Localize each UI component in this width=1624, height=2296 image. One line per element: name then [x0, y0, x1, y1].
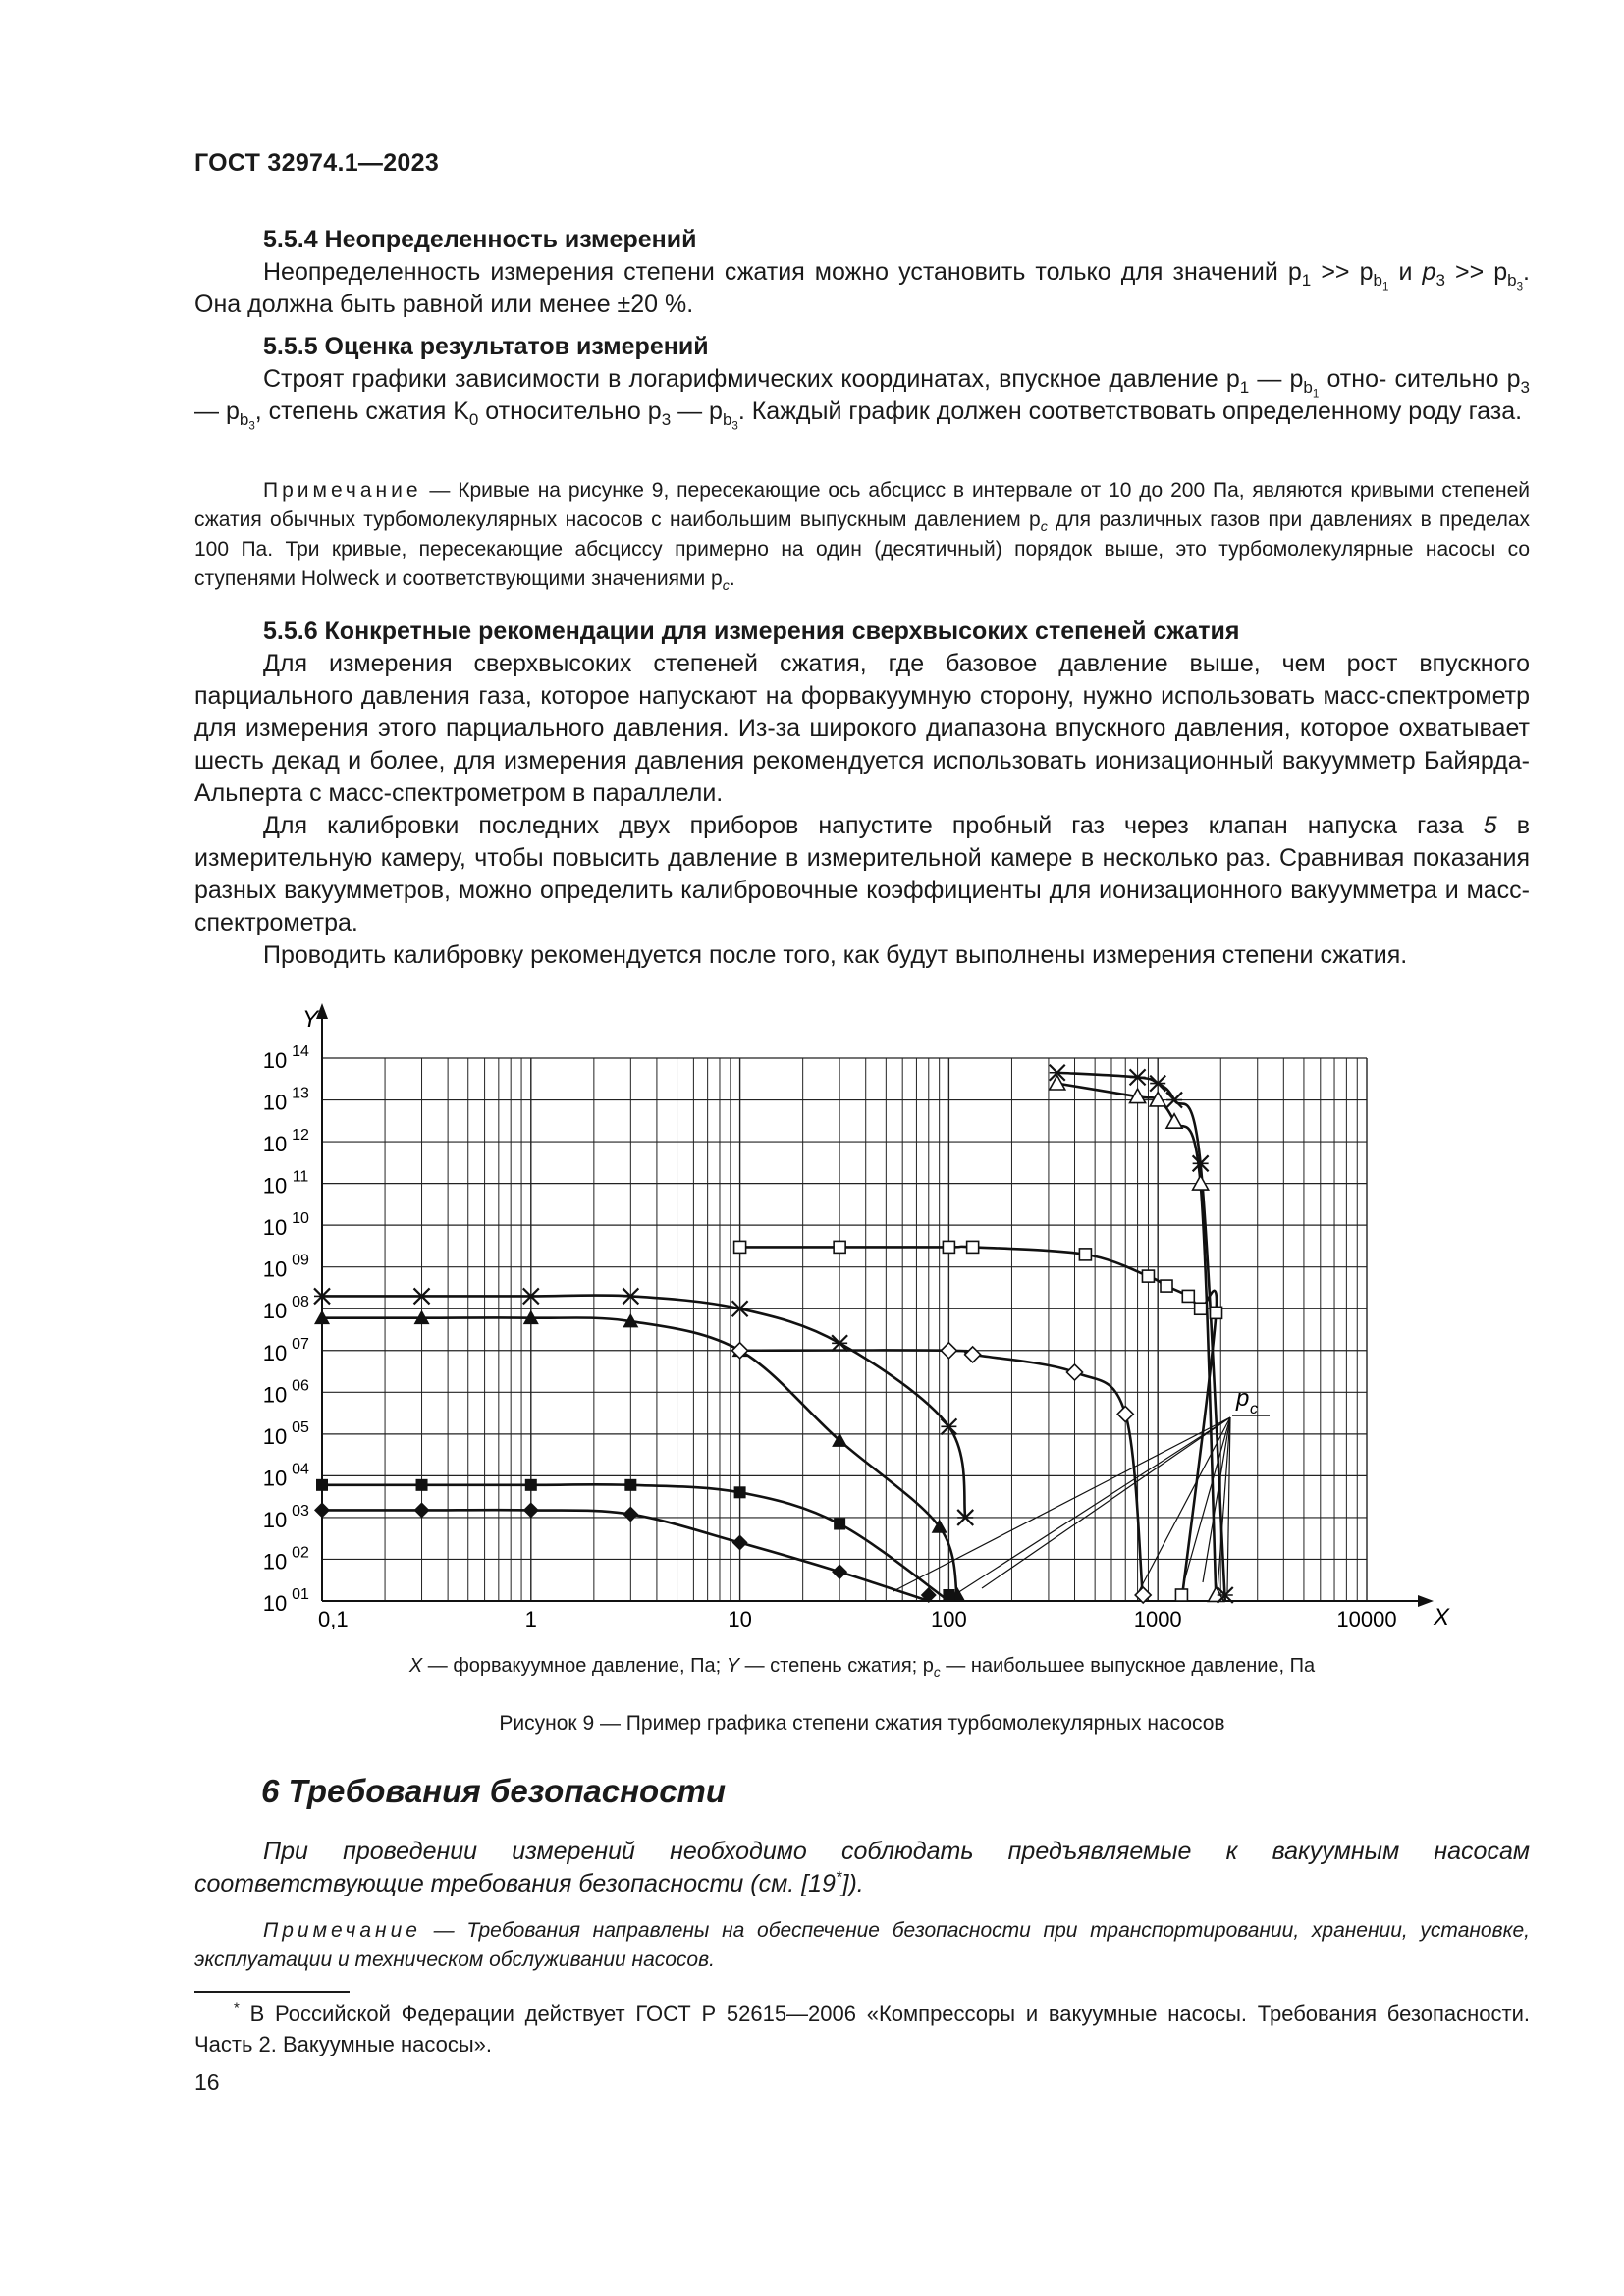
- chart-curves: [322, 1073, 1225, 1601]
- data-point: [834, 1519, 845, 1530]
- y-tick-exponent: 14: [292, 1043, 309, 1060]
- section-6-note: Примечание — Требования направлены на обеспечение безопасности при транспортировании, хранении, установке, эксплуатации и техническом обслуживании насосов.: [194, 1919, 1530, 1971]
- data-point: [525, 1479, 537, 1491]
- x-tick-label: 0,1: [318, 1607, 349, 1631]
- section-5-5-5-title: 5.5.5 Оценка результатов измерений: [263, 333, 709, 360]
- data-point: [941, 1343, 956, 1359]
- chart-axes: [316, 1003, 1434, 1607]
- note-1: Примечание — Кривые на рисунке 9, пересекающие ось абсцисс в интервале от 10 до 200 Па, являются кривыми степеней сжатия обычных турбомолекулярных насосов с наибольшим выпускным давлением $p_c$ для различных газов при давлениях в пределах 100 Па. Три кривые, пересекающие абсциссу примерно на один (десятичный) порядок выше, это турбомолекулярные насосы со ступенями Holweck и соответствующими значениями $p_c$.: [194, 479, 1530, 595]
- data-point: [416, 1479, 428, 1491]
- y-tick-label: 10: [262, 1090, 288, 1115]
- y-tick-label: 10: [262, 1507, 288, 1532]
- data-point: [316, 1479, 328, 1491]
- series-line-square_filled: [322, 1484, 948, 1601]
- data-point: [965, 1347, 981, 1362]
- x-tick-label: 1000: [1133, 1607, 1182, 1631]
- y-tick-label: 10: [262, 1466, 288, 1491]
- data-point: [734, 1241, 746, 1253]
- x-tick-label: 100: [931, 1607, 967, 1631]
- y-tick-exponent: 04: [292, 1461, 309, 1478]
- data-point: [732, 1535, 748, 1551]
- data-point: [943, 1589, 954, 1601]
- y-tick-label: 10: [262, 1423, 288, 1449]
- data-point: [1195, 1303, 1207, 1314]
- y-tick-exponent: 05: [292, 1418, 309, 1436]
- data-point: [624, 1479, 636, 1491]
- section-6-title: 6 Требования безопасности: [261, 1773, 727, 1809]
- x-tick-label: 1: [524, 1607, 537, 1631]
- data-point: [1067, 1364, 1083, 1380]
- data-point: [832, 1564, 847, 1579]
- x-axis-arrow: [1418, 1595, 1434, 1607]
- y-tick-exponent: 12: [292, 1127, 309, 1145]
- section-5-5-4-text: Неопределенность измерения степени сжатия можно установить только для значений $p_1 >> p_{b_1}$ и $p_3 >> p_{b_3}$. Она должна быть равной или менее ±20 %.: [194, 258, 1530, 318]
- series-line-triangle: [322, 1317, 957, 1601]
- data-point: [1150, 1093, 1165, 1106]
- data-point: [943, 1241, 954, 1253]
- pc-leader-line: [893, 1417, 1230, 1591]
- section-5-5-6-p1: Для измерения сверхвысоких степеней сжатия, где базовое давление выше, чем рост впускного парциального давления газа, которое напускают на форвакуумную сторону, нужно использовать масс-спектрометр для измерения этого парциального давления. Из-за широкого диапазона впускного давления, которое охватывает шесть декад и более, для измерения давления рекомендуется использовать ионизационный вакуумметр Байярда-Альперта с масс-спектрометром в параллели.: [194, 650, 1530, 807]
- footnote-rule: [194, 1991, 350, 1993]
- y-tick-label: 10: [262, 1591, 288, 1616]
- y-tick-exponent: 06: [292, 1377, 309, 1395]
- x-axis-letter: X: [1434, 1604, 1450, 1630]
- y-tick-label: 10: [262, 1048, 288, 1073]
- section-5-5-6-title: 5.5.6 Конкретные рекомендации для измерения сверхвысоких степеней сжатия: [263, 617, 1240, 645]
- data-point: [1175, 1589, 1187, 1601]
- data-point: [1193, 1176, 1209, 1190]
- data-point: [523, 1502, 539, 1518]
- x-tick-label: 10000: [1336, 1607, 1397, 1631]
- page-number: 16: [194, 2069, 220, 2095]
- pc-annotation: p: [1236, 1385, 1250, 1412]
- y-tick-exponent: 07: [292, 1335, 309, 1353]
- pc-annotation-sub: c: [1250, 1401, 1258, 1417]
- data-point: [1166, 1114, 1182, 1128]
- y-axis-letter: Y: [302, 1006, 319, 1033]
- section-6-text: При проведении измерений необходимо соблюдать предъявляемые к вакуумным насосам соответствующие требования безопасности (см. [19*]).: [194, 1838, 1530, 1897]
- series-line-cross2: [1057, 1073, 1225, 1601]
- section-5-5-6-p3: Проводить калибровку рекомендуется после того, как будут выполнены измерения степени сжатия.: [263, 941, 1408, 969]
- note-label: Примечание: [263, 479, 422, 502]
- data-point: [623, 1507, 638, 1522]
- y-tick-exponent: 13: [292, 1085, 309, 1102]
- data-point: [1161, 1280, 1172, 1292]
- chart-legend: X — форвакуумное давление, Па; Y — степень сжатия; $p_c$ — наибольшее выпускное давление, Па: [408, 1655, 1316, 1680]
- footnote: * В Российской Федерации действует ГОСТ Р 52615—2006 «Компрессоры и вакуумные насосы. Требования безопасности. Часть 2. Вакуумные насосы».: [194, 2000, 1530, 2056]
- y-tick-label: 10: [262, 1215, 288, 1241]
- y-tick-label: 10: [262, 1549, 288, 1575]
- data-point: [1211, 1307, 1222, 1318]
- y-tick-exponent: 02: [292, 1544, 309, 1562]
- data-point: [734, 1486, 746, 1498]
- x-tick-label: 10: [728, 1607, 752, 1631]
- figure-caption: Рисунок 9 — Пример графика степени сжатия турбомолекулярных насосов: [499, 1712, 1225, 1735]
- section-5-5-5-text: Строят графики зависимости в логарифмических координатах, впускное давление $p_1$ — $p_{b_1}$ отно- сительно $p_3$ — $p_{b_3}$, степень сжатия $K_0$ относительно $p_3$ — $p_{b_3}$. Каждый график должен соответствовать определенному роду газа.: [194, 365, 1530, 433]
- data-point: [834, 1241, 845, 1253]
- y-tick-exponent: 03: [292, 1502, 309, 1520]
- data-point: [314, 1502, 330, 1518]
- y-tick-label: 10: [262, 1173, 288, 1199]
- y-tick-exponent: 01: [292, 1586, 309, 1603]
- data-point: [967, 1241, 979, 1253]
- document-header: ГОСТ 32974.1—2023: [194, 149, 440, 177]
- y-tick-exponent: 08: [292, 1294, 309, 1311]
- pc-leader-line: [957, 1417, 1230, 1593]
- data-point: [1117, 1407, 1133, 1422]
- section-5-5-4-title: 5.5.4 Неопределенность измерений: [263, 226, 697, 253]
- data-point: [414, 1502, 430, 1518]
- y-tick-exponent: 10: [292, 1210, 309, 1228]
- section-5-5-6-p2: Для калибровки последних двух приборов напустите пробный газ через клапан напуска газа 5 в измерительную камеру, чтобы повысить давление в измерительной камере в несколько раз. Сравнивая показания разных вакуумметров, можно определить калибровочные коэффициенты для ионизационного вакуумметра и масс-спектрометра.: [194, 812, 1530, 936]
- data-point: [1079, 1249, 1091, 1260]
- y-tick-label: 10: [262, 1299, 288, 1324]
- y-tick-exponent: 11: [292, 1168, 309, 1186]
- data-point: [1142, 1270, 1154, 1282]
- y-tick-label: 10: [262, 1340, 288, 1365]
- y-tick-label: 10: [262, 1132, 288, 1157]
- y-tick-exponent: 09: [292, 1252, 309, 1269]
- y-tick-label: 10: [262, 1382, 288, 1408]
- data-point: [1182, 1290, 1194, 1302]
- y-tick-label: 10: [262, 1256, 288, 1282]
- pc-leader-line: [1139, 1417, 1230, 1591]
